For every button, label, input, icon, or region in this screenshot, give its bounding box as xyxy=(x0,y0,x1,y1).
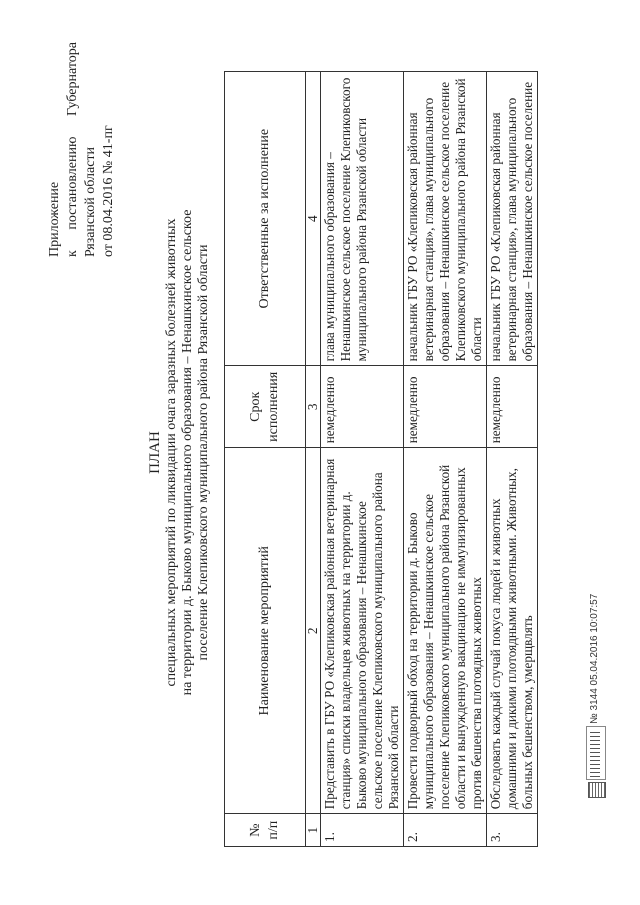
row-term: немедленно xyxy=(404,366,487,448)
row-term: немедленно xyxy=(487,366,538,448)
plan-title: ПЛАН xyxy=(147,431,163,474)
row-responsible: начальник ГБУ РО «Клепиковская районная ветеринарная станция», глава муниципального образования – Ненашкинское сельское поселение xyxy=(487,72,538,366)
col-number: 4 xyxy=(306,72,321,366)
col-number: 1 xyxy=(306,814,321,847)
appendix-title: Приложение xyxy=(47,181,62,257)
col-number: 3 xyxy=(306,366,321,448)
registration-stamp xyxy=(582,453,612,798)
measures-table xyxy=(224,71,538,847)
plan-subtitle: специальных мероприятий по ликвидации очага заразных болезней животных на территории д. Быково муниципального образования – Ненашкинское сельское поселение Клепиковского муниципального района Рязанской области xyxy=(164,209,211,696)
col-number: 2 xyxy=(306,448,321,814)
table-header-row xyxy=(225,72,306,847)
row-num: 3. xyxy=(487,814,538,847)
appendix-block xyxy=(46,42,118,257)
row-responsible: начальник ГБУ РО «Клепиковская районная ветеринарная станция», глава муниципального образования – Ненашкинское сельское поселение Клепиковского муниципального района Рязанской области xyxy=(404,72,487,366)
row-num: 2. xyxy=(404,814,487,847)
appendix-decree-line: к постановлению Губернатора xyxy=(65,42,80,257)
table-row xyxy=(404,72,487,847)
row-measure: Провести подворный обход на территории д. Быково муниципального образования – Ненашкинское сельское поселение Клепиковского муниципального района Рязанской области и вынужденную вакцинацию не иммунизированных против бешенства плотоядных животных xyxy=(404,448,487,814)
barcode-icon xyxy=(588,782,606,798)
table-row xyxy=(487,72,538,847)
table-row xyxy=(321,72,404,847)
stamp-text: № 3144 05.04.2016 10:07:57 xyxy=(589,593,600,724)
row-term: немедленно xyxy=(321,366,404,448)
row-measure: Обследовать каждый случай покуса людей и животных домашними и дикими плотоядными животными. Животных, больных бешенством, умерщвлять xyxy=(487,448,538,814)
header-responsible: Ответственные за исполнение xyxy=(225,72,306,366)
appendix-date-number: от 08.04.2016 № 41-пг xyxy=(101,125,116,257)
row-num: 1. xyxy=(321,814,404,847)
stamp-barcode-icon xyxy=(586,726,606,780)
column-number-row xyxy=(306,72,321,847)
header-num: № п/п xyxy=(225,814,306,847)
header-name: Наименование мероприятий xyxy=(225,448,306,814)
header-term: Срок исполнения xyxy=(225,366,306,448)
appendix-region: Рязанской области xyxy=(83,146,98,257)
row-measure: Представить в ГБУ РО «Клепиковская районная ветеринарная станция» списки владельцев животных на территории д. Быково муниципального образования – Ненашкинское сельское поселение Клепиковского муниципального района Рязанской области xyxy=(321,448,404,814)
row-responsible: глава муниципального образования – Ненашкинское сельское поселение Клепиковского муниципального района Рязанской области xyxy=(321,72,404,366)
